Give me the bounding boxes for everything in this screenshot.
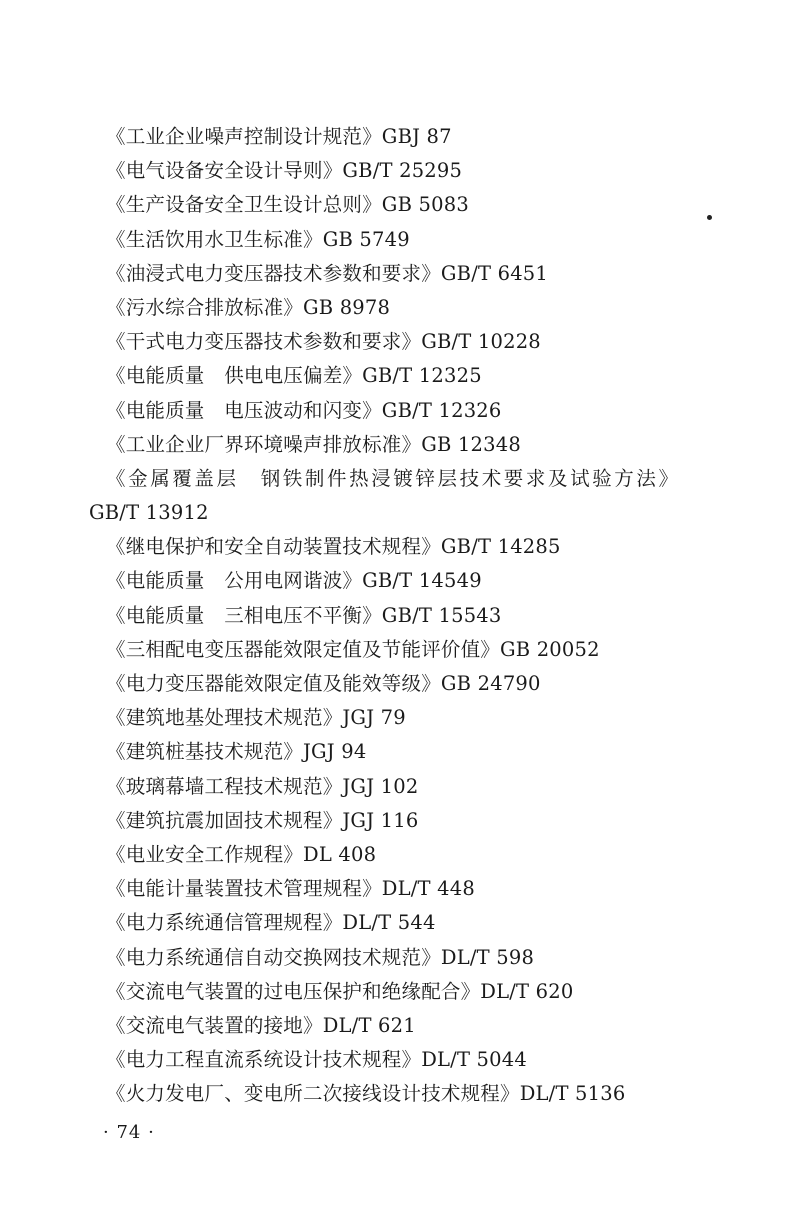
reference-item: 《电能质量 公用电网谐波》GB/T 14549: [106, 569, 482, 593]
reference-item: 《玻璃幕墙工程技术规范》JGJ 102: [106, 774, 419, 798]
reference-item: 《继电保护和安全自动装置技术规程》GB/T 14285: [106, 535, 561, 559]
reference-item: 《电能计量装置技术管理规程》DL/T 448: [106, 877, 475, 901]
reference-item: 《生活饮用水卫生标准》GB 5749: [106, 227, 410, 251]
reference-item: 《三相配电变压器能效限定值及节能评价值》GB 20052: [106, 637, 600, 661]
reference-item: 《电业安全工作规程》DL 408: [106, 842, 377, 866]
reference-item: 《交流电气装置的接地》DL/T 621: [106, 1013, 416, 1037]
reference-item: 《电力系统通信管理规程》DL/T 544: [106, 911, 436, 935]
scan-dot-mark: [707, 215, 712, 220]
reference-item: 《干式电力变压器技术参数和要求》GB/T 10228: [106, 330, 541, 354]
reference-item: 《电能质量 三相电压不平衡》GB/T 15543: [106, 603, 502, 627]
reference-item: 《火力发电厂、变电所二次接线设计技术规程》DL/T 5136: [106, 1082, 626, 1106]
reference-item: 《油浸式电力变压器技术参数和要求》GB/T 6451: [106, 261, 549, 285]
reference-item: 《电力工程直流系统设计技术规程》DL/T 5044: [106, 1048, 527, 1072]
reference-item: 《电能质量 供电电压偏差》GB/T 12325: [106, 364, 482, 388]
reference-item: 《生产设备安全卫生设计总则》GB 5083: [106, 193, 469, 217]
reference-item: 《建筑地基处理技术规范》JGJ 79: [106, 706, 406, 730]
reference-list: [0, 120, 800, 1111]
reference-item: 《建筑抗震加固技术规程》JGJ 116: [106, 808, 419, 832]
reference-item: 《电能质量 电压波动和闪变》GB/T 12326: [106, 398, 502, 422]
reference-item: 《工业企业厂界环境噪声排放标准》GB 12348: [106, 432, 521, 456]
reference-item: 《电气设备安全设计导则》GB/T 25295: [106, 159, 463, 183]
reference-item: 《建筑桩基技术规范》JGJ 94: [106, 740, 367, 764]
reference-item: 《污水综合排放标准》GB 8978: [106, 295, 391, 319]
page-number: · 74 ·: [103, 1122, 155, 1143]
reference-item: 《金属覆盖层 钢铁制件热浸镀锌层技术要求及试验方法》: [106, 466, 681, 490]
reference-item: 《电力系统通信自动交换网技术规范》DL/T 598: [106, 945, 535, 969]
reference-item: 《交流电气装置的过电压保护和绝缘配合》DL/T 620: [106, 979, 574, 1003]
reference-item: 《工业企业噪声控制设计规范》GBJ 87: [106, 125, 452, 148]
reference-item-continuation: GB/T 13912: [89, 501, 209, 525]
reference-item: 《电力变压器能效限定值及能效等级》GB 24790: [106, 672, 541, 695]
